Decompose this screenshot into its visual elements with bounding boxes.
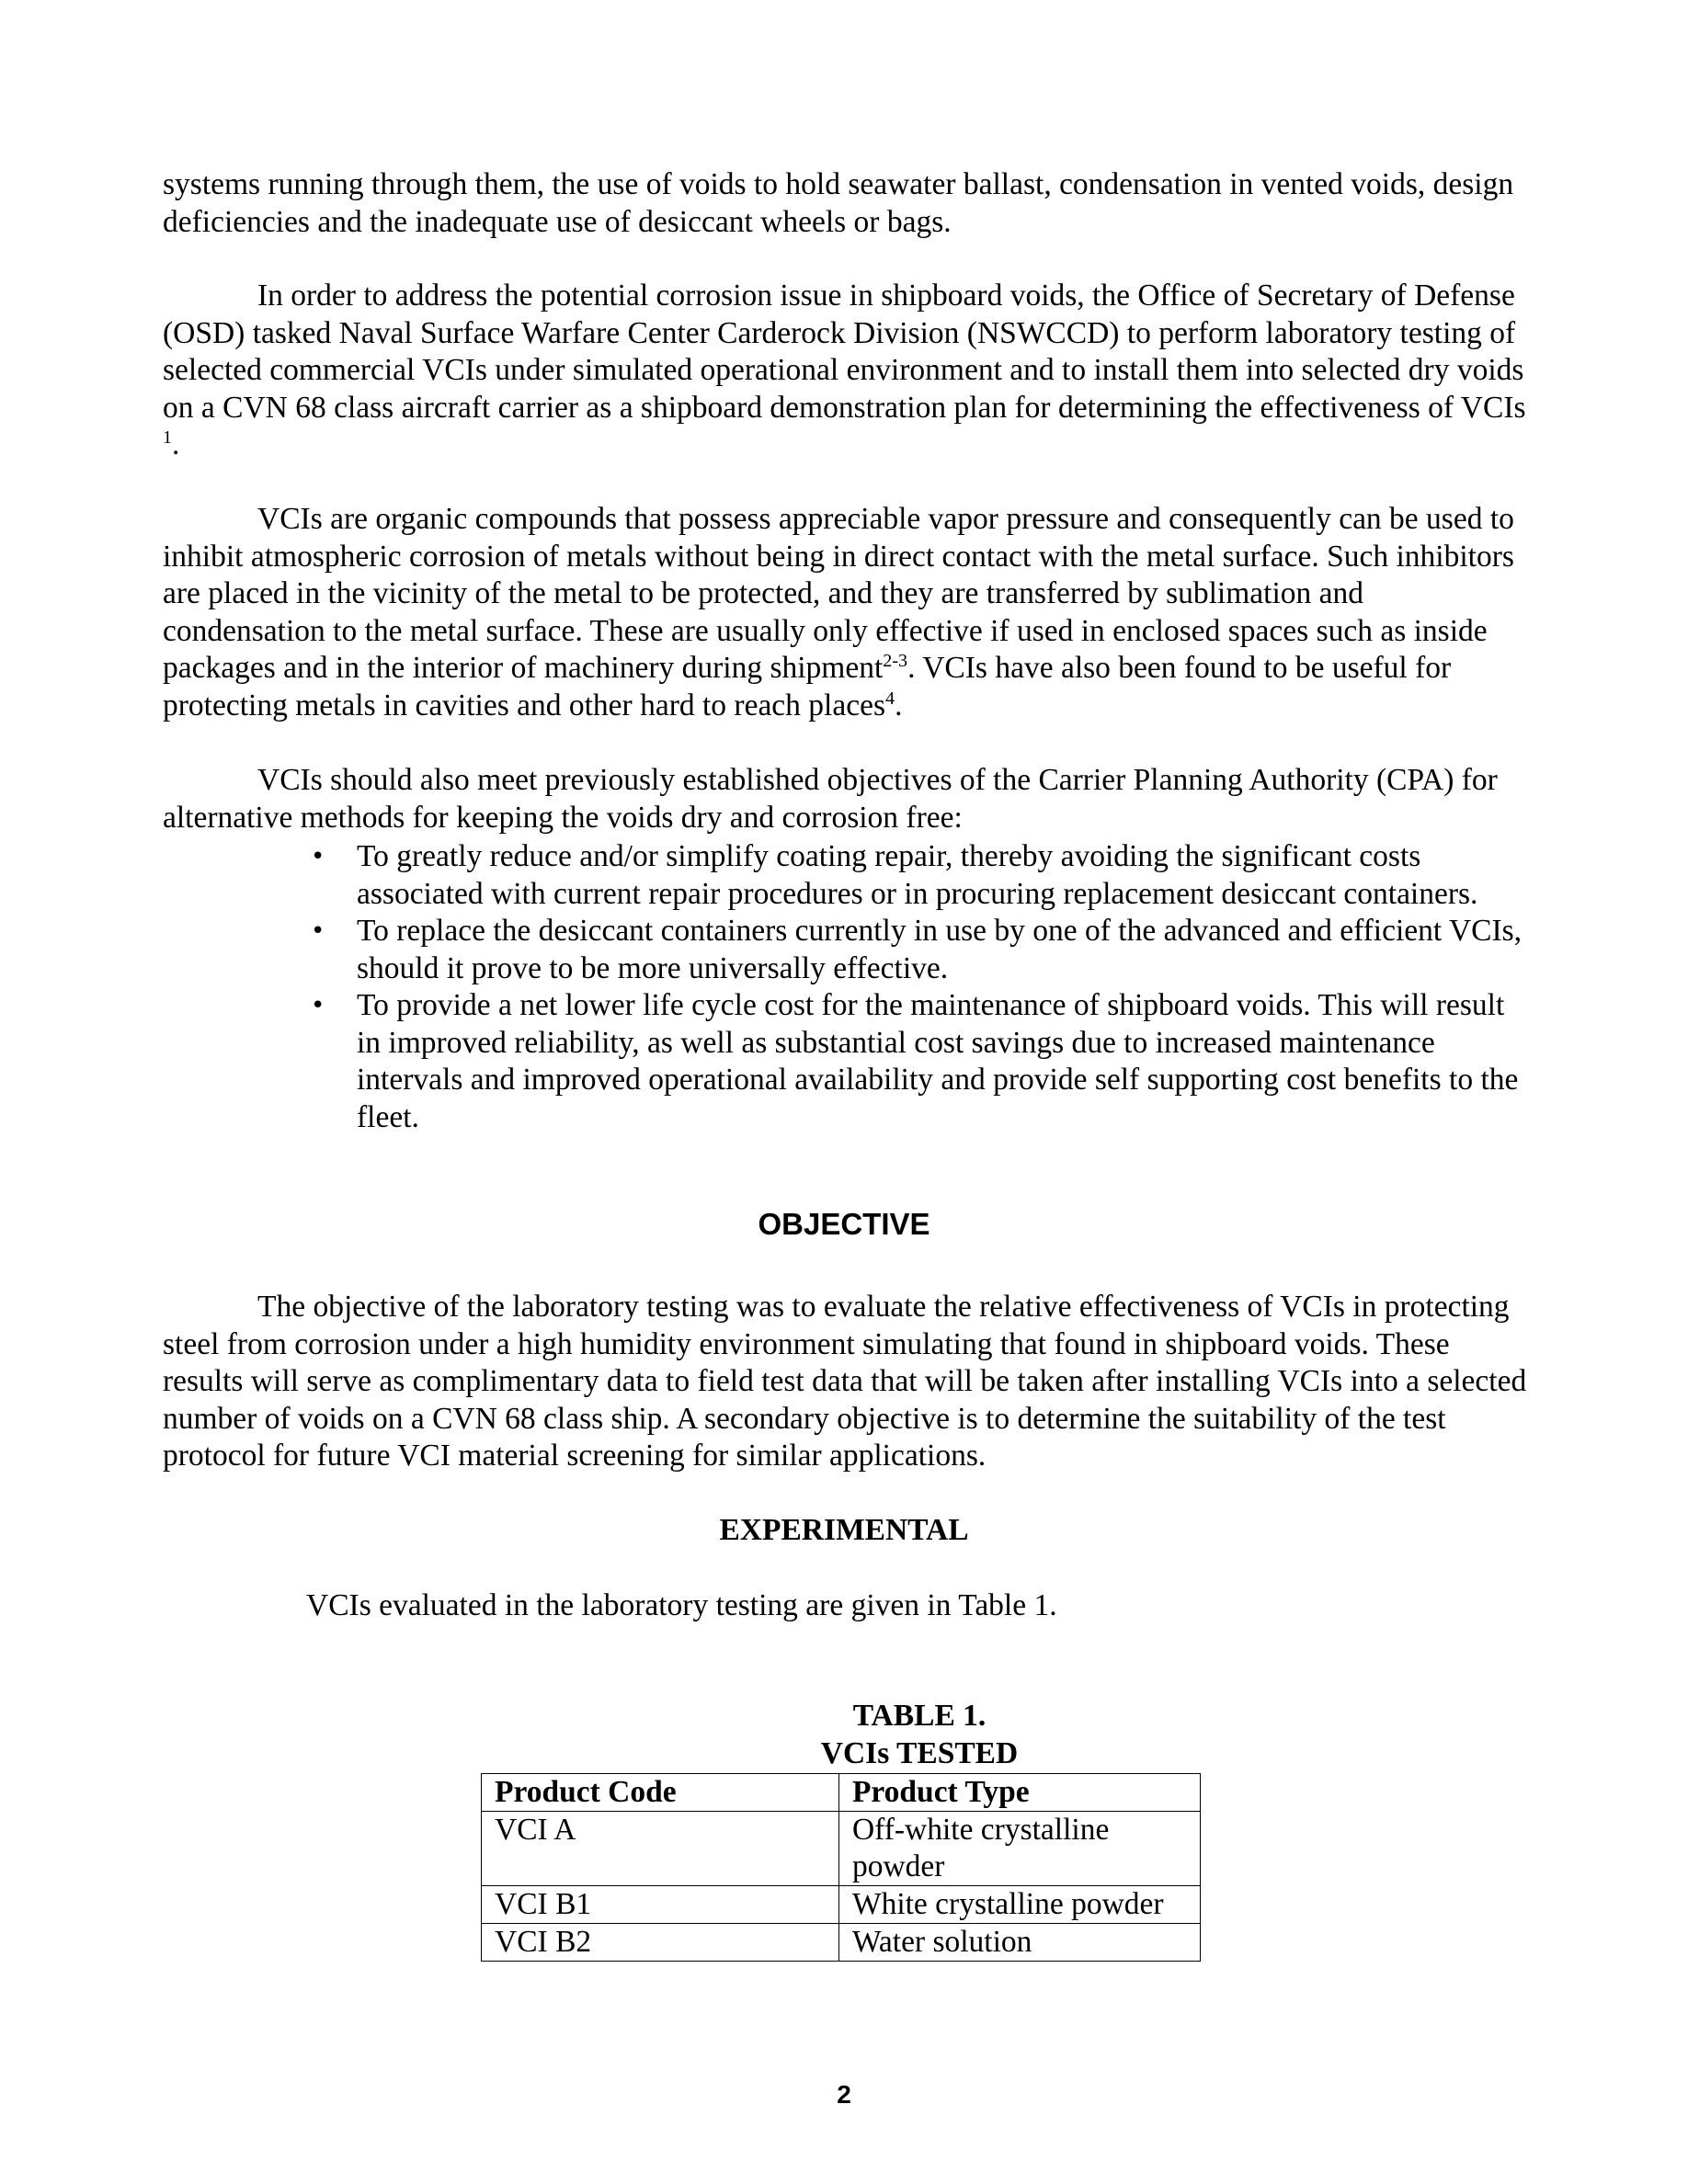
list-item [303,913,1526,987]
table-row [482,1812,1201,1886]
bullet-icon: • [311,843,325,870]
paragraph-osd-tasking [163,278,1533,464]
table-row [482,1924,1201,1962]
table-row [482,1886,1201,1924]
list-item [303,987,1526,1136]
list-item-text: To greatly reduce and/or simplify coating repair, thereby avoiding the significant costs associated with current repair procedures or in procuring replacement desiccant containers. [357,839,1478,911]
table-cell: VCI B2 [482,1924,839,1962]
table-number: TABLE 1. [852,1699,987,1733]
column-header-product-type: Product Type [838,1774,1200,1812]
reference-1: 1 [163,427,173,448]
column-header-product-code: Product Code [482,1774,839,1812]
list-item [303,838,1526,913]
vci-table [481,1773,1201,1962]
objective-heading: OBJECTIVE [758,1207,930,1241]
table-header-row [482,1774,1201,1812]
paragraph-experimental-intro: VCIs evaluated in the laboratory testing are given in Table 1. [306,1588,1057,1622]
paragraph-osd-text: In order to address the potential corrosion issue in shipboard voids, the Office of Secretary of Defense (OSD) tasked Naval Surface Warfare Center Carderock Division (NSWCCD) to perform laboratory testing of selected commercial VCIs under simulated operational environment and to install them into selected dry voids on a CVN 68 class aircraft carrier as a shipboard demonstration plan for determining the effectiveness of VCIs [163,279,1526,425]
paragraph-vci-text-b: . VCIs have also been found to be useful for protecting metals in cavities and other hard to reach places [163,651,1452,722]
paragraph-vci-end: . [895,688,903,722]
paragraph-cpa-objectives: VCIs should also meet previously established objectives of the Carrier Planning Authority (CPA) for alternative methods for keeping the voids dry and corrosion free: [163,763,1498,835]
paragraph-vci-text-a: VCIs are organic compounds that possess appreciable vapor pressure and consequently can be used to inhibit atmospheric corrosion of metals without being in direct contact with the metal surface. Such inhibitors are placed in the vicinity of the metal to be protected, and they are transferred by sublimation and condensation to the metal surface. These are usually only effective if used in enclosed spaces such as inside packages and in the interior of machinery during shipment [163,502,1514,685]
paragraph-voids-causes: systems running through them, the use of voids to hold seawater ballast, condensation in vented voids, design deficiencies and the inadequate use of desiccant wheels or bags. [163,167,1514,239]
paragraph-vci-definition [163,501,1533,724]
table-cell: Water solution [838,1924,1200,1962]
bullet-icon: • [311,917,325,945]
cpa-objectives-list [303,838,1526,1136]
table-cell: VCI A [482,1812,839,1886]
list-item-text: To provide a net lower life cycle cost for the maintenance of shipboard voids. This will result in improved reliability, as well as substantial cost savings due to increased maintenance intervals and improved operational availability and provide self supporting cost benefits to the fleet. [357,988,1519,1134]
paragraph-objective: The objective of the laboratory testing was to evaluate the relative effectiveness of VCIs in protecting steel from corrosion under a high humidity environment simulating that found in shipboard voids. These results will serve as complimentary data to field test data that will be taken after installing VCIs into a selected number of voids on a CVN 68 class ship. A secondary objective is to determine the suitability of the test protocol for future VCI material screening for similar applications. [163,1290,1527,1473]
table-title [781,1698,1057,1772]
table-caption: VCIs TESTED [820,1735,1019,1770]
table-cell: White crystalline powder [838,1886,1200,1924]
table-cell: Off-white crystalline powder [838,1812,1200,1886]
reference-4: 4 [885,688,895,709]
experimental-heading: EXPERIMENTAL [719,1513,969,1547]
table-cell: VCI B1 [482,1886,839,1924]
paragraph-osd-end: . [172,427,180,461]
bullet-icon: • [311,992,325,1019]
page-number: 2 [837,2080,851,2109]
reference-2-3: 2-3 [883,650,908,671]
list-item-text: To replace the desiccant containers currently in use by one of the advanced and efficient VCIs, should it prove to be more universally effective. [357,914,1523,985]
